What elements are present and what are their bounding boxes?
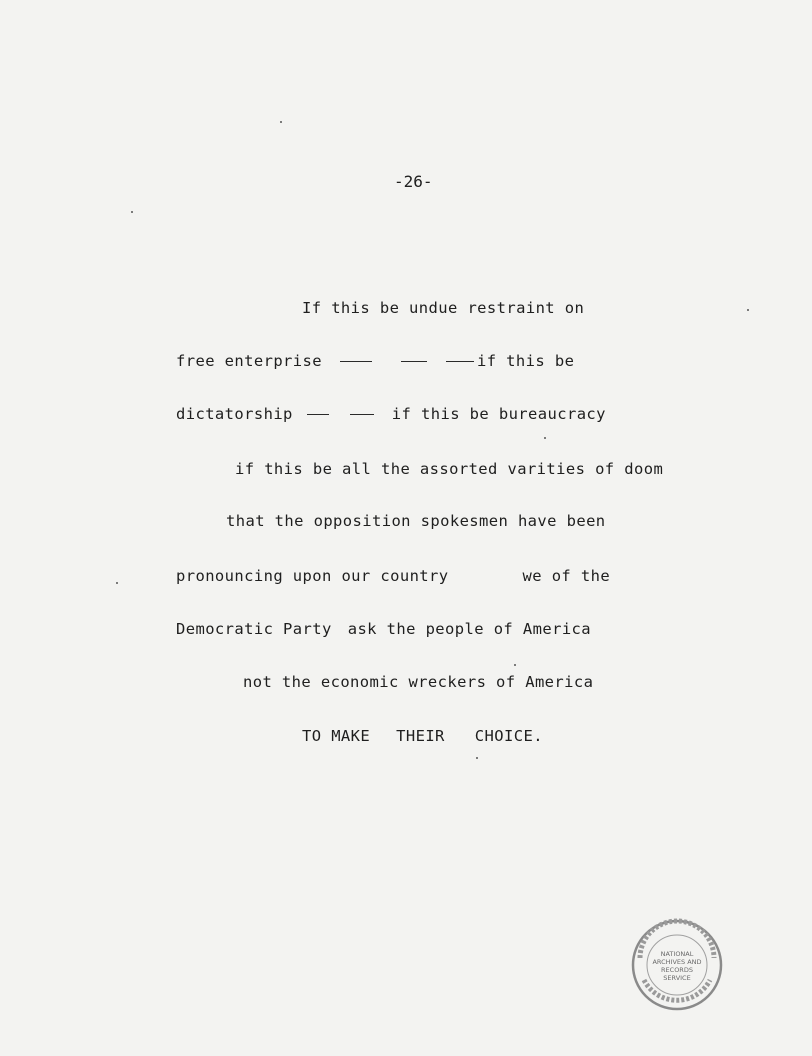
svg-text:SERVICE: SERVICE bbox=[663, 974, 691, 982]
text-line-4: if this be all the assorted varities of doom bbox=[235, 460, 664, 478]
text-pronouncing: pronouncing upon our country bbox=[176, 567, 449, 585]
text-to-make: TO MAKE bbox=[302, 727, 371, 745]
speck-mark bbox=[131, 211, 133, 213]
text-bureaucracy: if this be bureaucracy bbox=[391, 405, 606, 423]
text-line-6 bbox=[176, 566, 610, 586]
text-democratic-party: Democratic Party bbox=[176, 620, 332, 638]
dash-mark bbox=[340, 361, 372, 362]
speck-mark bbox=[544, 437, 546, 439]
text-line-9 bbox=[302, 726, 543, 746]
text-line-1: If this be undue restraint on bbox=[302, 299, 585, 317]
text-line-7 bbox=[176, 619, 591, 639]
dash-mark bbox=[307, 414, 329, 415]
text-line-3 bbox=[176, 404, 606, 424]
archive-stamp-seal bbox=[630, 918, 724, 1012]
text-their: THEIR bbox=[396, 727, 445, 745]
page-number: -26- bbox=[394, 172, 433, 191]
dash-mark bbox=[446, 361, 474, 362]
text-line-8: not the economic wreckers of America bbox=[243, 673, 594, 691]
speck-mark bbox=[116, 582, 118, 584]
text-ask-the-people: ask the people of America bbox=[347, 620, 592, 638]
dash-mark bbox=[401, 361, 427, 362]
speck-mark bbox=[280, 121, 282, 123]
svg-text:NATIONAL: NATIONAL bbox=[660, 950, 694, 958]
svg-text:ARCHIVES AND: ARCHIVES AND bbox=[652, 958, 702, 966]
dash-mark bbox=[350, 414, 374, 415]
svg-text:RECORDS: RECORDS bbox=[661, 966, 693, 974]
speck-mark bbox=[476, 757, 478, 759]
speck-mark bbox=[514, 664, 516, 666]
text-line-5: that the opposition spokesmen have been bbox=[226, 512, 606, 530]
text-line-2 bbox=[176, 351, 574, 371]
text-dictatorship: dictatorship bbox=[176, 405, 293, 423]
text-free-enterprise: free enterprise bbox=[176, 352, 322, 370]
text-we-of-the: we of the bbox=[522, 567, 611, 585]
text-choice: CHOICE. bbox=[474, 727, 543, 745]
text-if-this-be: if this be bbox=[476, 352, 575, 370]
speck-mark bbox=[747, 309, 749, 311]
